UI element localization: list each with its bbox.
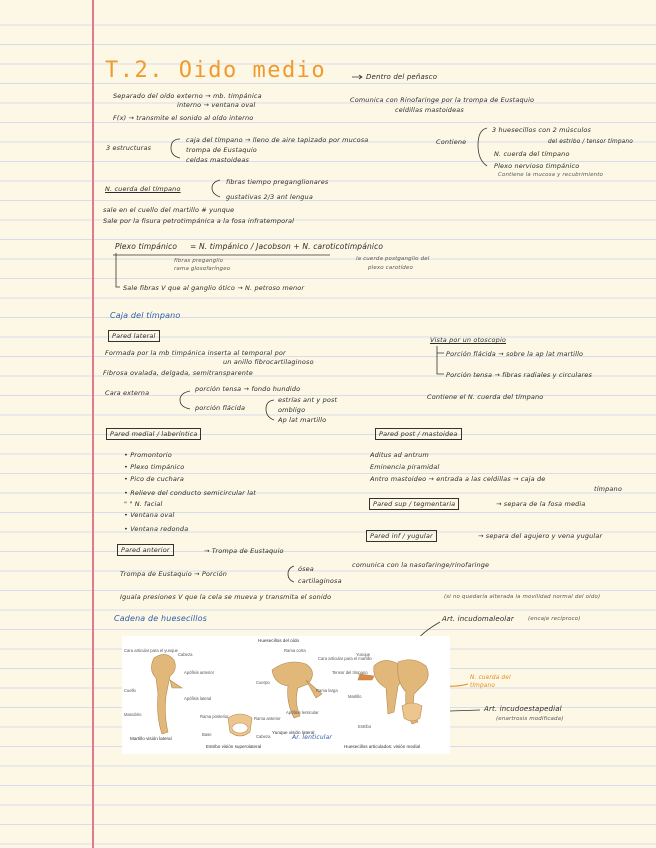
cuerda-fibra: gustativas 2/3 ant lengua (226, 193, 313, 201)
vista-item: Porción tensa → fibras radiales y circulares (446, 371, 592, 379)
contiene-item: N. cuerda del tímpano (494, 150, 570, 158)
fig-label: Rama anterior (254, 716, 281, 721)
fig-label: Apófisis lenticular (286, 710, 319, 715)
pared-medial-item: • Promontorio (124, 451, 172, 459)
pared-medial-item: " " N. facial (124, 500, 163, 508)
cara-subitem: estrías ant y post (278, 396, 338, 404)
pared-sup-note: → separa de la fosa media (496, 500, 586, 508)
pared-post-item: Antro mastoideo → entrada a las celdillas → caja de (370, 475, 546, 483)
pared-medial-item: • Relieve del conducto semicircular lat (124, 489, 257, 497)
pared-medial-label: Pared medial / laberíntica (106, 428, 201, 440)
arrow-mark (352, 75, 362, 79)
fig-label: Apófisis lateral (184, 696, 212, 701)
arrow-mark (116, 253, 120, 287)
art-incudomaleolar-note: (encaje recíproco) (528, 616, 581, 622)
cara-subitem: Ap lat martillo (278, 416, 327, 424)
plexo-sub: fibras preganglio (174, 258, 224, 264)
malleus-process (170, 680, 182, 688)
cuerda-fibra: fibras tiempo preganglionares (226, 178, 329, 186)
estructura-item: caja del tímpano → lleno de aire tapizado por mucosa (186, 136, 369, 144)
plexo-label: Plexo timpánico (115, 242, 178, 251)
vista-label: Vista por un otoscopio (430, 336, 507, 344)
fig-label: Cabeza (256, 734, 271, 739)
contiene-item: Contiene la mucosa y recubrimiento (498, 172, 604, 178)
line-comunica: Comunica con Rinofaringe por la trompa de Eustaquio (350, 96, 535, 104)
fig-label: Manubrio (124, 712, 142, 717)
fig-label: Yunque (356, 652, 371, 657)
pared-post-item: tímpano (594, 485, 622, 493)
cadena-heading: Cadena de huesecillos (114, 614, 207, 623)
contiene-item: del estribo / tensor tímpano (548, 139, 633, 145)
caja-heading: Caja del tímpano (110, 311, 181, 320)
cara-item: porción tensa → fondo hundido (195, 385, 301, 393)
line-separado-b: interno → ventana oval (177, 101, 256, 109)
cara-externa-label: Cara externa (105, 389, 150, 397)
cara-subitem: ombligo (278, 406, 306, 414)
brace-mark (212, 180, 220, 197)
brace-mark (180, 391, 190, 409)
cuerda-line: Sale por la fisura petrotimpánica a la fosa infratemporal (103, 217, 295, 225)
cara-item: porción flácida (195, 404, 246, 412)
plexo-sub: plexo carotídeo (368, 265, 413, 271)
pared-lateral-line: Formada por la mb timpánica inserta al temporal por (105, 349, 286, 357)
fig-label: Martillo (348, 694, 362, 699)
fig-label: Estribo (358, 724, 372, 729)
figure-title: Huesecillos del oído (258, 638, 300, 643)
plexo-sub: la cuerda postganglio del (356, 256, 430, 262)
contiene-item: 3 huesecillos con 2 músculos (492, 126, 592, 134)
iguala-note: (si no quedaría alterada la movilidad normal del oído) (444, 594, 601, 600)
pared-post-item: Aditus ad antrum (370, 451, 429, 459)
articulated-stapes (402, 703, 422, 721)
iguala-line: Iguala presiones V que la cela se mueva y transmita el sonido (120, 593, 332, 601)
bracket-mark (437, 346, 444, 374)
pared-lateral-label: Pared lateral (108, 330, 160, 342)
pared-medial-item: • Pico de cuchara (124, 475, 185, 483)
fig-caption: Yunque visión lateral (272, 730, 315, 735)
fig-label: Cuerpo (256, 680, 270, 685)
pared-inf-label: Pared inf / yugular (366, 530, 437, 542)
estructuras-label: 3 estructuras (106, 144, 152, 152)
fig-caption: Estribo visión superolateral (206, 744, 262, 749)
brace-mark (171, 139, 180, 158)
ncuerda-orange: N. cuerda del tímpano (470, 675, 511, 689)
art-incudoestapedial: Art. incudoestapedial (484, 705, 562, 713)
brace-mark (266, 400, 274, 420)
trompa-line: Trompa de Eustaquio → Porción (120, 570, 227, 578)
trompa-note: comunica con la nasofaringe/rinofaringe (352, 561, 490, 569)
fig-label: Rama larga (316, 688, 338, 693)
contiene-item: Plexo nervioso timpánico (494, 162, 580, 170)
art-incudomaleolar: Art. incudomaleolar (442, 615, 514, 623)
pared-lateral-line: un anillo fibrocartilaginoso (223, 358, 314, 366)
fig-caption: Huesecillos articulados: visión medial (344, 744, 421, 749)
line-separado: Separado del oído externo → mb. timpánica (113, 92, 262, 100)
fig-caption: Martillo visión lateral (130, 736, 172, 741)
fig-label: Rama corta (284, 648, 306, 653)
fig-label: Apófisis anterior (184, 670, 215, 675)
malleus-shape (151, 654, 175, 734)
fig-label: Cara articular para el martillo (318, 656, 372, 661)
fig-label: Rama posterior (200, 714, 229, 719)
fig-label: Cara articular para el yunque (124, 648, 179, 653)
fig-label: Base (202, 732, 212, 737)
pared-medial-item: • Ventana redonda (124, 525, 189, 533)
plexo-equation: = N. timpánico / Jacobson + N. caroticotimpánico (190, 242, 384, 251)
stapes-foramen (232, 723, 248, 733)
pared-medial-item: • Ventana oval (124, 511, 175, 519)
pared-anterior-note: → Trompa de Eustaquio (204, 547, 284, 555)
ossicles-figure (122, 636, 450, 754)
pared-anterior-label: Pared anterior (117, 544, 174, 556)
vista-item: Porción flácida → sobre la ap lat martillo (446, 350, 584, 358)
page-title: T.2. Oido medio (105, 58, 327, 83)
pared-lateral-line: Fibrosa ovalada, delgada, semitransparente (103, 369, 253, 377)
line-comunica-b: celdillas mastoideas (395, 106, 464, 114)
pared-post-item: Eminencia piramidal (370, 463, 440, 471)
pared-inf-note: → separa del agujero y vena yugular (478, 532, 603, 540)
pared-post-label: Pared post / mastoidea (375, 428, 462, 440)
brace-mark (478, 128, 487, 166)
plexo-out: Sale fibras V que al ganglio ótico → N. petroso menor (123, 284, 305, 292)
vista-contiene: Contiene el N. cuerda del tímpano (427, 393, 544, 401)
pared-sup-label: Pared sup / tegmentaria (369, 498, 459, 510)
cuerda-line: sale en el cuello del martillo # yunque (103, 206, 235, 214)
line-funcion: F(x) → transmite el sonido al oído interno (113, 114, 254, 122)
trompa-opt: cartilaginosa (298, 577, 342, 585)
art-lenticular-label: Ar. lenticular (292, 734, 333, 741)
estructura-item: trompa de Eustaquio (186, 146, 257, 154)
brace-mark (288, 566, 294, 582)
estructura-item: celdas mastoideas (186, 156, 250, 164)
fig-label: Cuello (124, 688, 136, 693)
plexo-sub: rama glosofaríngeo (174, 266, 231, 272)
contiene-label: Contiene (436, 138, 467, 146)
fig-label: Cabeza (178, 652, 193, 657)
header-note: Dentro del peñasco (366, 73, 438, 81)
cuerda-label: N. cuerda del tímpano (105, 185, 181, 193)
art-incudoestapedial-note: (enartrosis modificada) (496, 716, 564, 722)
trompa-opt: ósea (298, 565, 314, 573)
fig-label: Tensor del tímpano (332, 670, 368, 675)
pared-medial-item: • Plexo timpánico (124, 463, 185, 471)
